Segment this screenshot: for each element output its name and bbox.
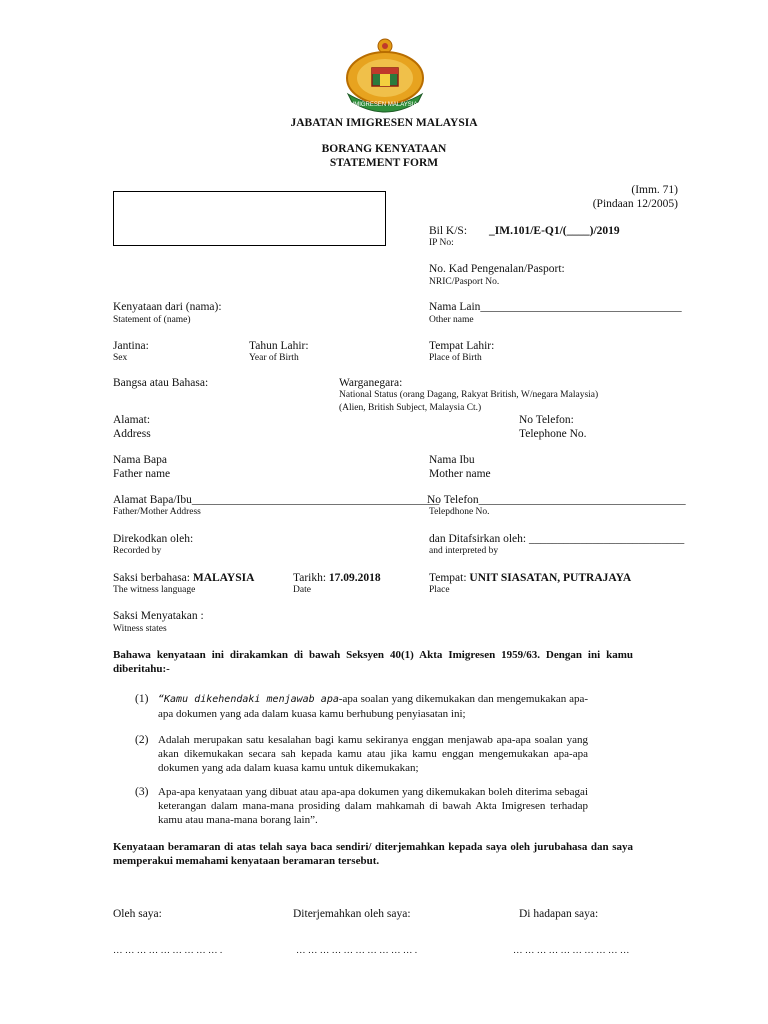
interpreted-sub: and interpreted by: [429, 546, 499, 556]
parent-phone-label: No Telefon____________________________________: [427, 494, 686, 506]
other-name-sub: Other name: [429, 315, 474, 325]
address-label: Alamat:: [113, 414, 151, 426]
language-label: Saksi berbahasa:: [113, 572, 190, 584]
sig-3-line[interactable]: … … … … … … … … … …: [513, 946, 630, 956]
item-3-text: Apa-apa kenyataan yang dibuat atau apa-apa dokumen yang dikemukakan boleh diterima sebagai keterangan dalam mana-mana prosiding dalam mahkamah di bawah Akta Imigresen terhadap kamu atau mana-mana borang lain”.: [158, 786, 588, 826]
department-heading: JABATAN IMIGRESEN MALAYSIA: [290, 117, 478, 129]
emblem-ribbon-text: IMIGRESEN MALAYSIA: [352, 102, 418, 108]
place-label: Tempat:: [429, 572, 467, 584]
mother-label: Nama Ibu: [429, 454, 475, 466]
nric-label: No. Kad Pengenalan/Pasport:: [429, 263, 565, 275]
other-name-label: Nama Lain___________________________________: [429, 301, 682, 313]
sig-3-label: Di hadapan saya:: [519, 908, 599, 920]
language-value: MALAYSIA: [192, 572, 255, 584]
address-sub: Address: [113, 428, 151, 440]
citizen-label: Warganegara:: [339, 377, 403, 389]
intro-text: Bahawa kenyataan ini dirakamkan di bawah Seksyen 40(1) Akta Imigresen 1959/63. Dengan ini kamu diberitahu:-: [113, 649, 633, 675]
yob-sub: Year of Birth: [249, 353, 299, 363]
crown-icon: [378, 39, 392, 53]
statement-of-sub: Statement of (name): [113, 315, 191, 325]
item-1-text: [158, 692, 588, 721]
item-2-num: (2): [135, 734, 149, 746]
sex-sub: Sex: [113, 353, 128, 363]
citizen-sub2: (Alien, British Subject, Malaysia Ct.): [339, 403, 482, 413]
bil-value: _IM.101/E-Q1/(____)/2019: [489, 225, 620, 237]
parent-phone-sub: Telepdhone No.: [429, 507, 490, 517]
sig-2-line[interactable]: … … … … … … … … … … .: [296, 946, 418, 956]
item-1-num: (1): [135, 693, 149, 705]
sig-1-line[interactable]: … … … … … … … … … .: [113, 946, 223, 956]
bil-sub: IP No:: [429, 238, 454, 248]
father-label: Nama Bapa: [113, 454, 167, 466]
language-sub: The witness language: [113, 585, 196, 595]
phone-sub: Telephone No.: [519, 428, 587, 440]
parent-address-label: Alamat Bapa/Ibu___________________________________________: [113, 494, 440, 506]
blank-box: [113, 191, 386, 246]
phone-label: No Telefon:: [519, 414, 574, 426]
interpreted-label: dan Ditafsirkan oleh: ___________________________: [429, 533, 685, 545]
race-label: Bangsa atau Bahasa:: [113, 377, 209, 389]
place-sub: Place: [429, 585, 450, 595]
date-value: 17.09.2018: [328, 572, 381, 584]
item-1-lead: “Kamu dikehendaki menjawab apa: [158, 694, 339, 705]
sig-1-label: Oleh saya:: [113, 908, 162, 920]
witness-sub: Witness states: [113, 624, 167, 634]
sig-2-label: Diterjemahkan oleh saya:: [293, 908, 411, 920]
item-2-text: Adalah merupakan satu kesalahan bagi kamu sekiranya enggan menjawab apa-apa soalan yang akan dikemukakan secara sah kepada kamu atau jika kamu enggan mengemukakan apa-apa dokumen yang ada dalam kuasa kamu untuk dikemukakan;: [158, 734, 588, 774]
date-sub: Date: [293, 585, 311, 595]
form-ref-amend: (Pindaan 12/2005): [592, 198, 678, 210]
recorded-sub: Recorded by: [113, 546, 162, 556]
item-1-body: -apa soalan yang dikemukakan dan mengemukakan apa-apa dokumen yang ada dalam kuasa kamu berhubung penyiasatan ini;: [158, 693, 588, 720]
parent-address-sub: Father/Mother Address: [113, 507, 201, 517]
yob-label: Tahun Lahir:: [249, 340, 309, 352]
father-sub: Father name: [113, 468, 171, 480]
citizen-sub1: National Status (orang Dagang, Rakyat British, W/negara Malaysia): [339, 390, 599, 400]
item-3-num: (3): [135, 786, 149, 798]
pob-sub: Place of Birth: [429, 353, 482, 363]
sex-label: Jantina:: [113, 340, 149, 352]
closing-text: Kenyataan beramaran di atas telah saya baca sendiri/ diterjemahkan kepada saya oleh jurubahasa dan saya memperakui memahami kenyataan beramaran tersebut.: [113, 841, 633, 867]
form-title-en: STATEMENT FORM: [329, 157, 439, 169]
bil-label: Bil K/S:: [429, 225, 468, 237]
witness-label: Saksi Menyatakan :: [113, 610, 204, 622]
immigration-emblem-logo: [340, 36, 430, 116]
mother-sub: Mother name: [429, 468, 491, 480]
nric-sub: NRIC/Pasport No.: [429, 277, 500, 287]
pob-label: Tempat Lahir:: [429, 340, 495, 352]
form-title-my: BORANG KENYATAAN: [321, 143, 447, 155]
statement-of-label: Kenyataan dari (nama):: [113, 301, 222, 313]
form-ref-imm: (Imm. 71): [631, 184, 678, 196]
place-value: UNIT SIASATAN, PUTRAJAYA: [469, 572, 632, 584]
date-label: Tarikh:: [293, 572, 327, 584]
recorded-label: Direkodkan oleh:: [113, 533, 194, 545]
